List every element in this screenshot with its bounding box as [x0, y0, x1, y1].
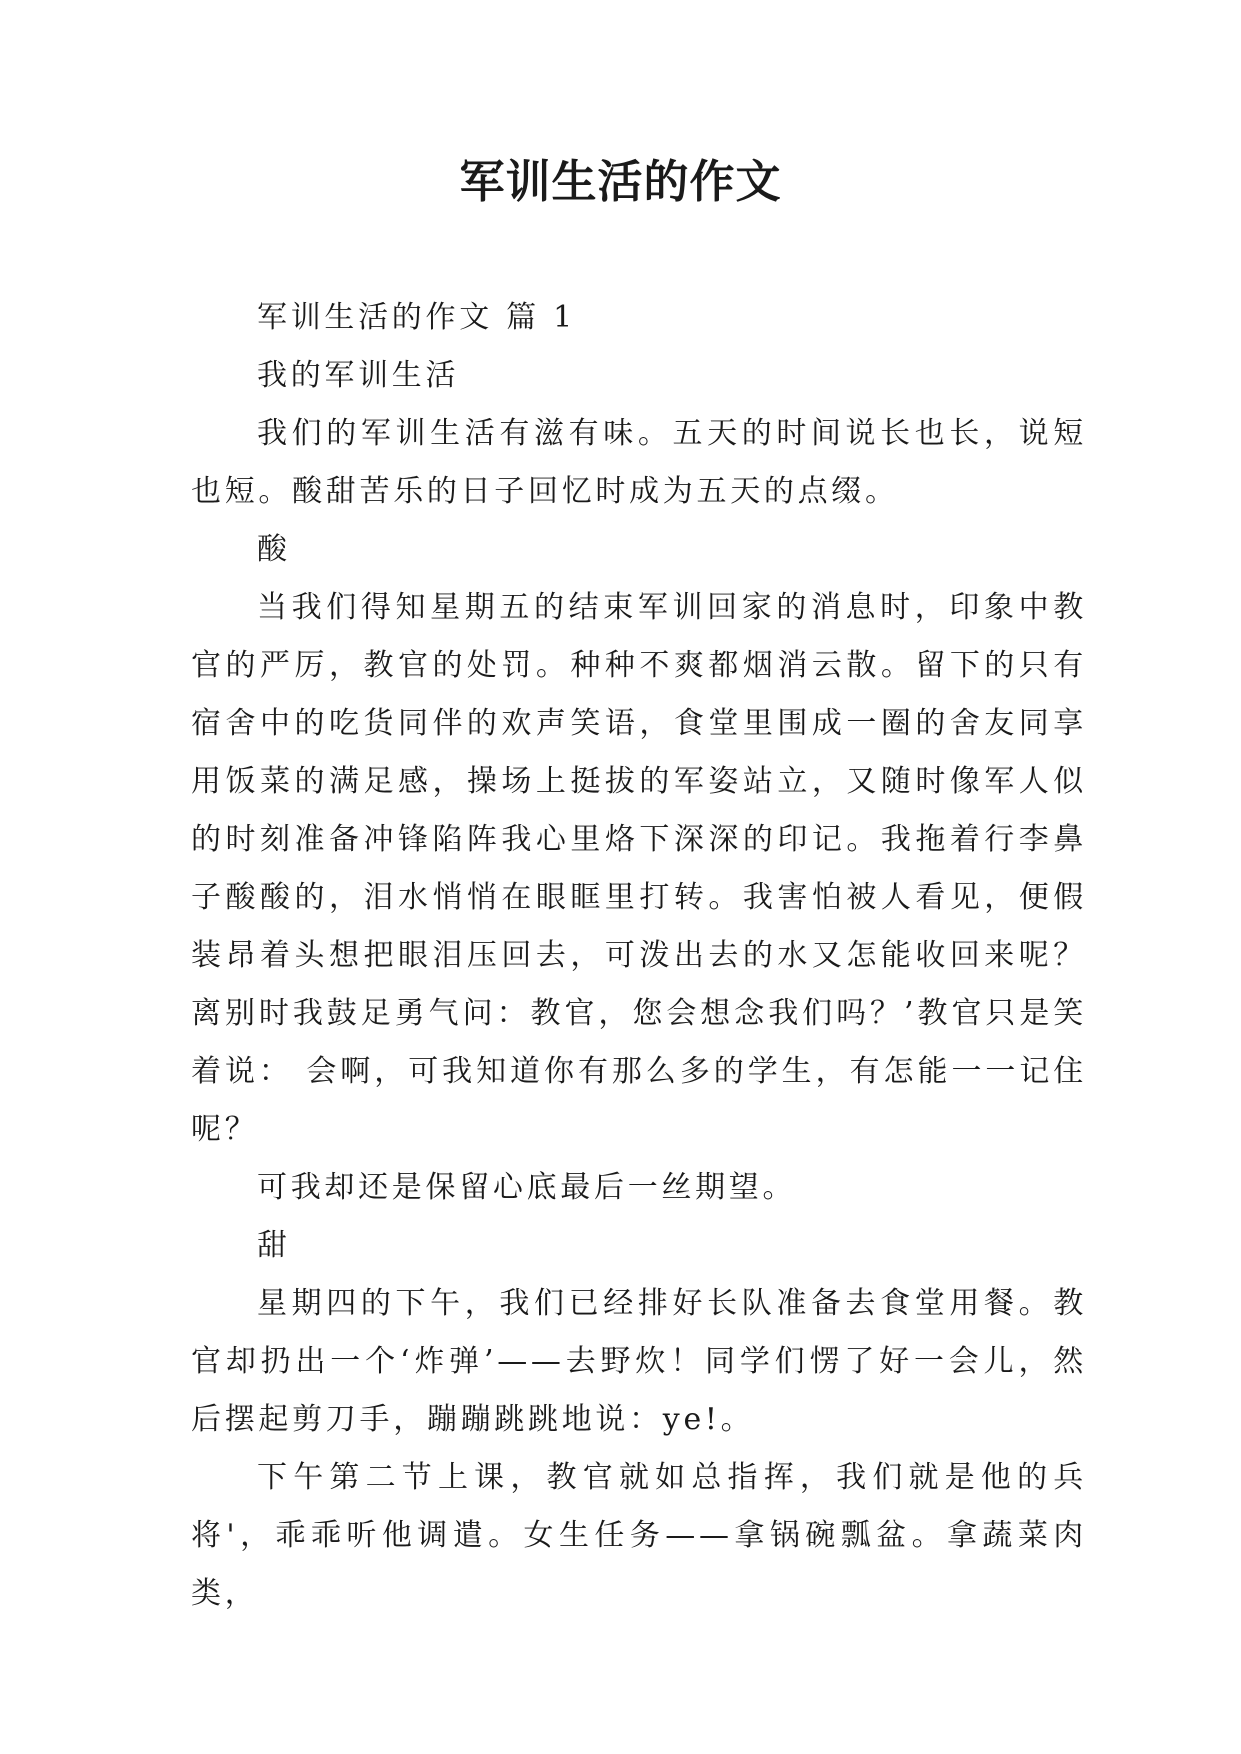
- document-title: 军训生活的作文: [459, 155, 782, 208]
- paragraph: 星期四的下午，我们已经排好长队准备去食堂用餐。教官却扔出一个‘炸弹’——去野炊！同学们愣了好一会儿，然后摆起剪刀手，蹦蹦跳跳地说：ye!。: [191, 1286, 1087, 1437]
- paragraph-subtitle: 军训生活的作文 篇 1: [257, 300, 576, 335]
- paragraph: 当我们得知星期五的结束军训回家的消息时，印象中教官的严厉，教官的处罚。种种不爽都烟消云散。留下的只有宿舍中的吃货同伴的欢声笑语，食堂里围成一圈的舍友同享用饭菜的满足感，操场上挺拔的军姿站立，又随时像军人似的时刻准备冲锋陷阵我心里烙下深深的印记。我拖着行李鼻子酸酸的，泪水悄悄在眼眶里打转。我害怕被人看见，便假装昂着头想把眼泪压回去，可泼出去的水又怎能收回来呢？离别时我鼓足勇气问：教官，您会想念我们吗？’教官只是笑着说： 会啊，可我知道你有那么多的学生，有怎能一一记住呢？: [191, 590, 1087, 1147]
- paragraph: 可我却还是保留心底最后一丝期望。: [257, 1170, 797, 1205]
- paragraph-heading: 我的军训生活: [257, 358, 460, 393]
- paragraph: 下午第二节上课，教官就如总指挥，我们就是他的兵将'，乖乖听他调遣。女生任务——拿锅碗瓢盆。拿蔬菜肉类，: [191, 1460, 1087, 1611]
- paragraph: 我们的军训生活有滋有味。五天的时间说长也长，说短也短。酸甜苦乐的日子回忆时成为五天的点缀。: [191, 416, 1087, 509]
- section-heading-sweet: 甜: [257, 1228, 291, 1263]
- document-body: [191, 289, 1087, 1623]
- section-heading-sour: 酸: [257, 532, 291, 567]
